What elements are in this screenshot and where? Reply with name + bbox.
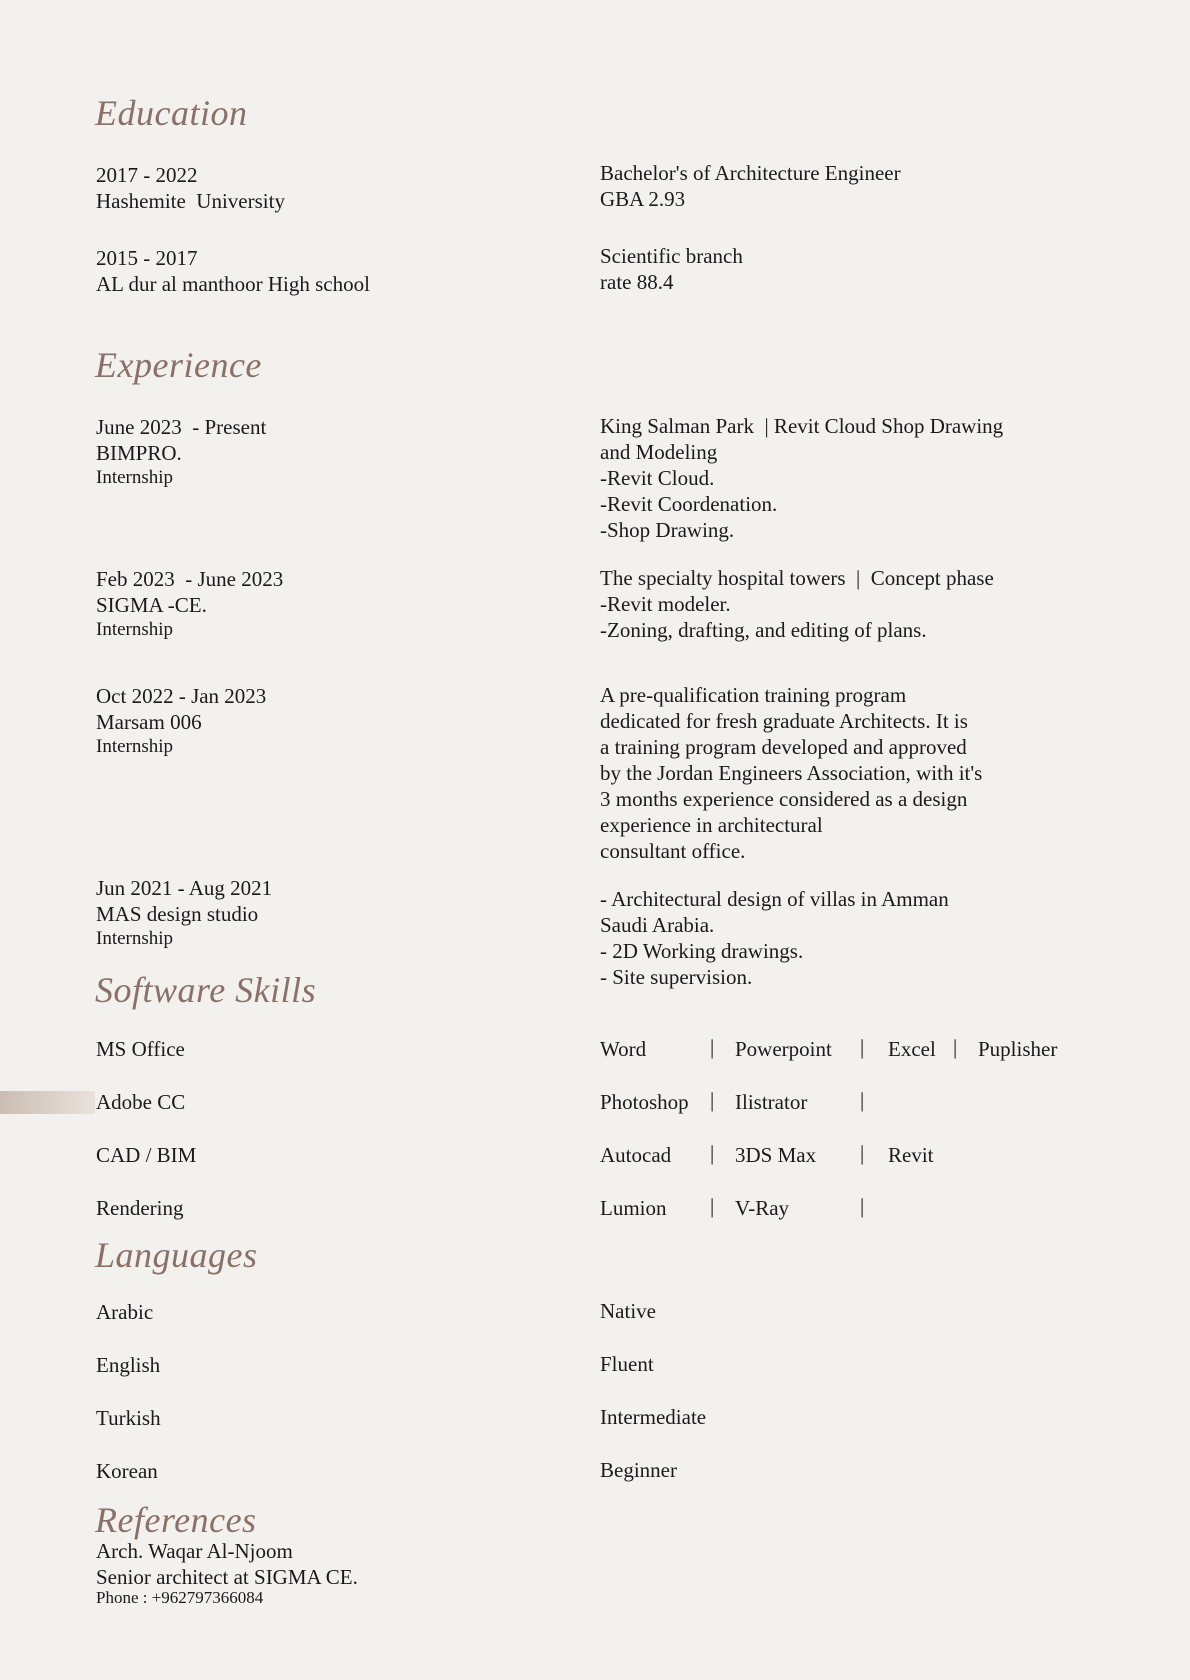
separator: | (710, 1194, 715, 1218)
education-school: AL dur al manthoor High school (96, 272, 370, 296)
accent-bar (0, 1091, 95, 1114)
education-years: 2017 - 2022 (96, 163, 198, 187)
language-level: Intermediate (600, 1405, 707, 1429)
desc-line: -Revit modeler. (600, 592, 731, 616)
desc-line: experience in architectural (600, 813, 823, 837)
skill-tool: Photoshop (600, 1090, 689, 1114)
separator: | (953, 1035, 958, 1059)
separator: | (860, 1194, 865, 1218)
desc-line: and Modeling (600, 440, 718, 464)
skill-tool: Lumion (600, 1196, 667, 1220)
separator: | (860, 1088, 865, 1112)
experience-dates: June 2023 - Present (96, 415, 267, 439)
separator: | (860, 1141, 865, 1165)
experience-company: SIGMA -CE. (96, 593, 207, 617)
experience-company: Marsam 006 (96, 710, 202, 734)
experience-dates: Feb 2023 - June 2023 (96, 567, 284, 591)
separator: | (860, 1035, 865, 1059)
language-name: Turkish (96, 1406, 161, 1430)
education-degree: Bachelor's of Architecture Engineer (600, 161, 901, 185)
skill-category: MS Office (96, 1037, 185, 1061)
experience-company: BIMPRO. (96, 441, 182, 465)
language-level: Fluent (600, 1352, 654, 1376)
desc-line: 3 months experience considered as a design (600, 787, 968, 811)
experience-entry (96, 875, 272, 951)
experience-description (600, 886, 949, 990)
experience-description (600, 565, 994, 643)
skill-tool: Ilistrator (735, 1090, 808, 1114)
language-level: Native (600, 1299, 656, 1323)
separator: | (710, 1035, 715, 1059)
language-name: Arabic (96, 1300, 154, 1324)
skill-tool: Puplisher (978, 1037, 1058, 1061)
experience-description (600, 682, 982, 864)
desc-line: dedicated for fresh graduate Architects. It is (600, 709, 968, 733)
experience-heading: Experience (95, 345, 262, 385)
desc-line: - Architectural design of villas in Amman (600, 887, 949, 911)
skill-tool: Autocad (600, 1143, 672, 1167)
language-name: English (96, 1353, 161, 1377)
desc-line: Saudi Arabia. (600, 913, 715, 937)
desc-line: by the Jordan Engineers Association, with it's (600, 761, 983, 785)
skill-tool: V-Ray (735, 1196, 790, 1220)
skill-category: Adobe CC (96, 1090, 186, 1114)
separator: | (710, 1141, 715, 1165)
skill-tool: Revit (888, 1143, 934, 1167)
experience-role: Internship (96, 467, 174, 488)
language-name: Korean (96, 1459, 158, 1483)
experience-role: Internship (96, 619, 174, 640)
skill-category: CAD / BIM (96, 1143, 197, 1167)
experience-entry (96, 683, 266, 759)
experience-dates: Jun 2021 - Aug 2021 (96, 876, 273, 900)
languages-heading: Languages (95, 1235, 258, 1275)
desc-line: -Revit Coordenation. (600, 492, 778, 516)
reference-position: Senior architect at SIGMA CE. (96, 1565, 358, 1589)
experience-dates: Oct 2022 - Jan 2023 (96, 684, 267, 708)
skill-tool: Powerpoint (735, 1037, 832, 1061)
education-years: 2015 - 2017 (96, 246, 198, 270)
desc-line: -Zoning, drafting, and editing of plans. (600, 618, 927, 642)
desc-line: - Site supervision. (600, 965, 753, 989)
language-level: Beginner (600, 1458, 677, 1482)
desc-line: -Shop Drawing. (600, 518, 735, 542)
experience-company: MAS design studio (96, 902, 259, 926)
reference-name: Arch. Waqar Al-Njoom (96, 1539, 293, 1563)
separator: | (710, 1088, 715, 1112)
skill-category: Rendering (96, 1196, 184, 1220)
skill-tool: 3DS Max (735, 1143, 817, 1167)
skill-tool: Word (600, 1037, 647, 1061)
desc-line: The specialty hospital towers | Concept phase (600, 566, 994, 590)
experience-entry (96, 414, 266, 490)
experience-description (600, 413, 1003, 543)
education-branch: Scientific branch (600, 244, 743, 268)
desc-line: a training program developed and approved (600, 735, 967, 759)
reference-phone: Phone : +962797366084 (96, 1588, 264, 1607)
software-skills-heading: Software Skills (95, 970, 317, 1010)
education-heading: Education (95, 93, 248, 133)
desc-line: - 2D Working drawings. (600, 939, 804, 963)
desc-line: King Salman Park | Revit Cloud Shop Drawing (600, 414, 1004, 438)
education-rate: rate 88.4 (600, 270, 674, 294)
desc-line: A pre-qualification training program (600, 683, 907, 707)
experience-role: Internship (96, 736, 174, 757)
experience-role: Internship (96, 928, 174, 949)
skill-tool: Excel (888, 1037, 936, 1061)
experience-entry (96, 566, 283, 642)
references-heading: References (95, 1500, 257, 1540)
education-gpa: GBA 2.93 (600, 187, 686, 211)
desc-line: -Revit Cloud. (600, 466, 715, 490)
education-school: Hashemite University (96, 189, 285, 213)
desc-line: consultant office. (600, 839, 746, 863)
